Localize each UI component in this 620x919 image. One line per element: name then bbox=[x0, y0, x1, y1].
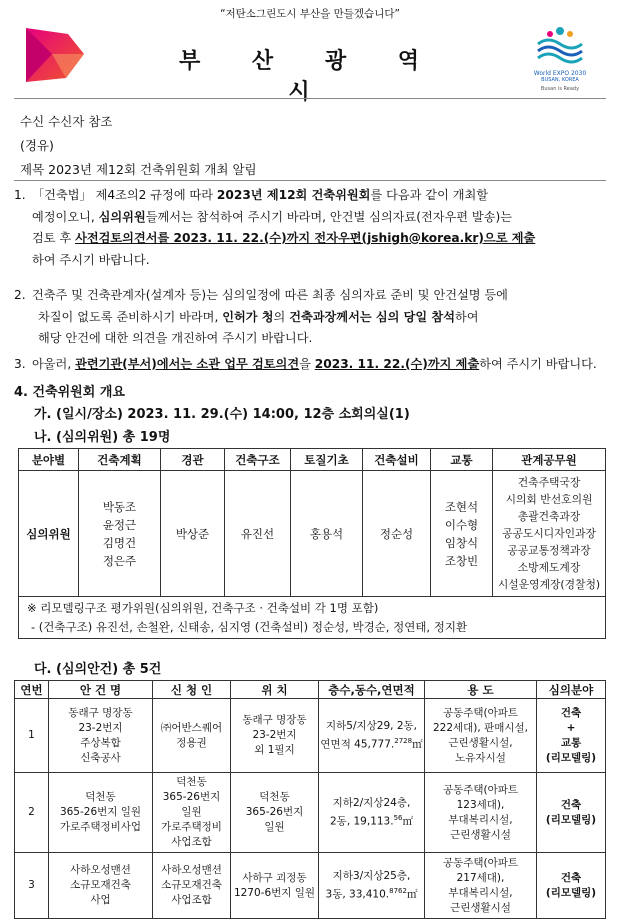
agenda-scale: 지하2/지상24층, 2동, 19,113.56㎡ bbox=[319, 773, 425, 853]
agenda-header-row bbox=[15, 681, 606, 699]
expo-logo bbox=[530, 22, 590, 94]
agenda-applicant: ㈜어반스퀘어 정용권 bbox=[153, 699, 231, 773]
expo-text3: Busan is Ready bbox=[540, 86, 580, 92]
agenda-field: 건축 (리모델링) bbox=[537, 853, 606, 919]
agenda-row-1 bbox=[15, 699, 606, 773]
section4-title: 4. 건축위원회 개요 bbox=[14, 385, 125, 400]
agenda-field: 건축 (리모델링) bbox=[537, 773, 606, 853]
agenda-location: 사하구 괴정동 1270-6번지 일원 bbox=[231, 853, 319, 919]
committee-header-2: 경관 bbox=[161, 449, 225, 471]
committee-note bbox=[19, 597, 606, 639]
committee-note-row bbox=[19, 597, 606, 639]
item3-text: 아울러, 관련기관(부서)에서는 소관 업무 검토의견을 2023. 11. 22.(수)까지 제출하여 주시기 바랍니다. bbox=[32, 357, 597, 371]
agenda-use: 공동주택(아파트 123세대), 부대복리시설, 근린생활시설 bbox=[425, 773, 537, 853]
agenda-field: 건축 + 교통 (리모델링) bbox=[537, 699, 606, 773]
item3-number: 3. bbox=[14, 357, 26, 371]
committee-header-3: 건축구조 bbox=[225, 449, 291, 471]
agenda-no: 2 bbox=[15, 773, 49, 853]
agenda-use: 공동주택(아파트 217세대), 부대복리시설, 근린생활시설 bbox=[425, 853, 537, 919]
org-name: 부 산 광 역 시 bbox=[179, 49, 441, 105]
agenda-row-3 bbox=[15, 853, 606, 919]
subject-rule bbox=[14, 180, 606, 181]
agenda-no: 3 bbox=[15, 853, 49, 919]
item2-text: 건축주 및 건축관계자(설계자 등)는 심의일정에 따른 최종 심의자료 준비 및 안건설명 등에 차질이 없도록 준비하시기 바라며, 인허가 청의 건축과장께서는 심의 당일 참석하여 해당 안건에 대한 의견을 개진하여 주시기 바랍니다. bbox=[32, 288, 508, 345]
committee-note2: - (건축구조) 유진선, 손철완, 신태송, 심지영 (건축설비) 정순성, 박경순, 정연태, 정지환 bbox=[31, 619, 468, 634]
agenda-scale: 지하5/지상29, 2동, 연면적 45,777.$^{2728}$㎡ bbox=[319, 699, 425, 773]
item1-number: 1. bbox=[14, 188, 26, 202]
slogan: “저탄소그린도시 부산을 만들겠습니다” bbox=[220, 8, 400, 20]
expo-text2: BUSAN, KOREA bbox=[541, 77, 579, 83]
section4-na: 나. (심의위원) 총 19명 bbox=[34, 430, 171, 445]
agenda-header-3: 위 치 bbox=[231, 681, 319, 699]
section4-da: 다. (심의안건) 총 5건 bbox=[34, 662, 162, 677]
committee-row-label: 심의위원 bbox=[19, 471, 79, 597]
agenda-scale: 지하3/지상25층, 3동, 33,410.$^{8762}$㎡ bbox=[319, 853, 425, 919]
committee-mep: 정순성 bbox=[363, 471, 431, 597]
agenda-header-6: 심의분야 bbox=[537, 681, 606, 699]
agenda-location: 덕천동 365-26번지 일원 bbox=[231, 773, 319, 853]
committee-header-4: 토질기초 bbox=[291, 449, 363, 471]
committee-header-0: 분야별 bbox=[19, 449, 79, 471]
agenda-header-1: 안 건 명 bbox=[49, 681, 153, 699]
busan-logo bbox=[22, 24, 88, 86]
agenda-no: 1 bbox=[15, 699, 49, 773]
committee-header-6: 교통 bbox=[431, 449, 493, 471]
committee-header-5: 건축설비 bbox=[363, 449, 431, 471]
committee-header-1: 건축계획 bbox=[79, 449, 161, 471]
agenda-row-2 bbox=[15, 773, 606, 853]
committee-plan: 박동조 윤정근 김명건 정은주 bbox=[79, 471, 161, 597]
committee-officials: 건축주택국장 시의회 반선호의원 총괄건축과장 공공도시디자인과장 공공교통정책과장 소방제도계장 시설운영계장(경찰청) bbox=[493, 471, 606, 597]
recipient: 수신 수신자 참조 bbox=[20, 114, 113, 129]
agenda-header-0: 연번 bbox=[15, 681, 49, 699]
agenda-use: 공동주택(아파트 222세대), 판매시설, 근린생활시설, 노유자시설 bbox=[425, 699, 537, 773]
agenda-applicant: 사하오성맨션 소규모재건축 사업조합 bbox=[153, 853, 231, 919]
committee-landscape: 박상준 bbox=[161, 471, 225, 597]
committee-traffic: 조현석 이수형 임창식 조창빈 bbox=[431, 471, 493, 597]
committee-row bbox=[19, 471, 606, 597]
header-rule bbox=[14, 98, 606, 99]
agenda-header-2: 신 청 인 bbox=[153, 681, 231, 699]
section4-ga: 가. (일시/장소) 2023. 11. 29.(수) 14:00, 12층 소회의실(1) bbox=[34, 407, 410, 422]
agenda-name: 사하오성맨션 소규모재건축 사업 bbox=[49, 853, 153, 919]
agenda-applicant: 덕천동 365-26번지 일원 가로주택정비 사업조합 bbox=[153, 773, 231, 853]
committee-table bbox=[18, 448, 606, 639]
subject: 제목 2023년 제12회 건축위원회 개최 알림 bbox=[20, 162, 257, 177]
committee-soil: 홍용석 bbox=[291, 471, 363, 597]
agenda-header-4: 층수,동수,연면적 bbox=[319, 681, 425, 699]
committee-structure: 유진선 bbox=[225, 471, 291, 597]
expo-emblem-icon bbox=[530, 22, 590, 66]
via: (경유) bbox=[20, 138, 54, 153]
committee-note1: ※ 리모델링구조 평가위원(심의위원, 건축구조 · 건축설비 각 1명 포함) bbox=[27, 600, 379, 615]
committee-header-7: 관계공무원 bbox=[493, 449, 606, 471]
item1-text: 「건축법」 제4조의2 규정에 따라 2023년 제12회 건축위원회를 다음과 같이 개최할 예정이오니, 심의위원들께서는 참석하여 주시기 바라며, 안건별 심의자료(전자우편 발송)는 검토 후 사전검토의견서를 2023. 11. 22.(수)까지 전자우편(jshigh@korea.kr)으로 제출 하여 주시기 바랍니다. bbox=[32, 188, 536, 267]
committee-header-row bbox=[19, 449, 606, 471]
agenda-name: 덕천동 365-26번지 일원 가로주택정비사업 bbox=[49, 773, 153, 853]
item2-number: 2. bbox=[14, 288, 26, 302]
agenda-header-5: 용 도 bbox=[425, 681, 537, 699]
agenda-table bbox=[14, 680, 606, 919]
agenda-location: 동래구 명장동 23-2번지 외 1필지 bbox=[231, 699, 319, 773]
expo-text1: World EXPO 2030 bbox=[533, 70, 587, 77]
agenda-name: 동래구 명장동 23-2번지 주상복합 신축공사 bbox=[49, 699, 153, 773]
